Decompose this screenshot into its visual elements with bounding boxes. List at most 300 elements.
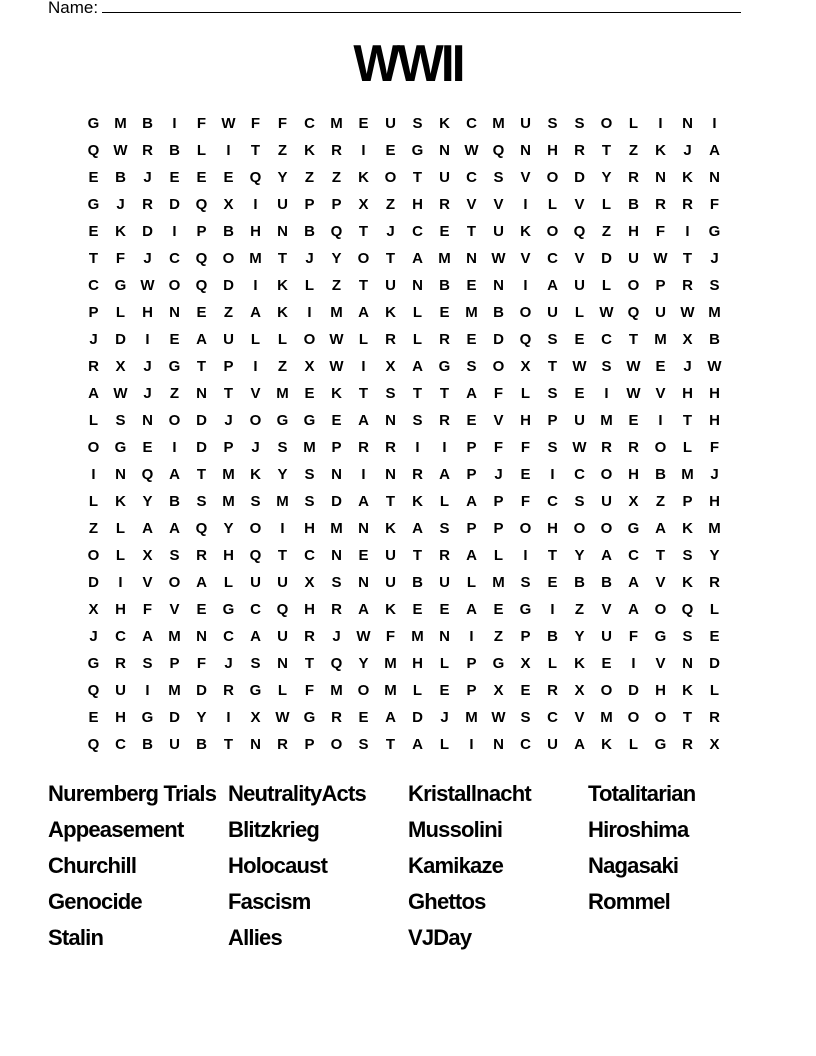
grid-letter: Q [195, 520, 208, 537]
grid-letter: Q [681, 601, 694, 618]
grid-letter: U [169, 736, 180, 753]
grid-letter: Q [249, 169, 262, 186]
grid-letter: Q [87, 682, 100, 699]
grid-letter: E [547, 574, 558, 591]
grid-letter: G [222, 601, 235, 618]
grid-letter: N [412, 277, 423, 294]
grid-letter: M [384, 655, 397, 672]
grid-letter: I [550, 601, 555, 618]
grid-letter: Z [277, 142, 288, 159]
grid-letter: I [685, 223, 690, 240]
grid-letter: E [439, 304, 450, 321]
grid-letter: B [196, 736, 207, 753]
grid-letter: R [682, 736, 693, 753]
grid-letter: Z [88, 520, 99, 537]
grid-letter: O [222, 250, 235, 267]
grid-letter: A [439, 466, 450, 483]
grid-letter: K [385, 520, 396, 537]
grid-letter: G [708, 223, 721, 240]
grid-letter: N [115, 466, 126, 483]
grid-letter: R [574, 142, 585, 159]
grid-letter: A [385, 709, 396, 726]
grid-letter: M [654, 331, 667, 348]
grid-letter: E [385, 142, 396, 159]
grid-letter: B [655, 466, 666, 483]
grid-letter: O [654, 601, 667, 618]
grid-letter: Y [277, 466, 288, 483]
grid-letter: M [384, 682, 397, 699]
grid-row [80, 731, 728, 758]
grid-letter: O [654, 439, 667, 456]
grid-letter: C [547, 250, 558, 267]
grid-letter: R [331, 142, 342, 159]
grid-letter: I [226, 142, 231, 159]
grid-letter: Q [249, 547, 262, 564]
grid-letter: D [88, 574, 99, 591]
grid-letter: S [304, 466, 315, 483]
word-list-item: Mussolini [408, 817, 503, 842]
grid-letter: L [466, 574, 477, 591]
grid-letter: L [412, 331, 423, 348]
grid-letter: S [682, 628, 693, 645]
grid-letter: S [547, 115, 558, 132]
grid-letter: T [682, 412, 693, 429]
grid-letter: V [466, 196, 477, 213]
grid-letter: B [169, 142, 180, 159]
grid-letter: J [224, 655, 233, 672]
grid-letter: I [604, 385, 609, 402]
grid-letter: U [385, 277, 396, 294]
grid-letter: S [574, 493, 585, 510]
grid-letter: S [493, 169, 504, 186]
grid-letter: S [439, 520, 450, 537]
grid-letter: J [683, 142, 692, 159]
grid-letter: M [330, 520, 343, 537]
grid-letter: S [547, 439, 558, 456]
grid-letter: D [196, 682, 207, 699]
grid-letter: I [172, 439, 177, 456]
grid-letter: H [142, 304, 153, 321]
grid-letter: C [466, 115, 477, 132]
grid-letter: U [250, 574, 261, 591]
grid-row [80, 650, 728, 677]
grid-letter: A [466, 385, 477, 402]
grid-letter: U [277, 574, 288, 591]
word-list-item: Totalitarian [588, 781, 696, 806]
grid-letter: S [250, 655, 261, 672]
grid-letter: K [520, 223, 531, 240]
grid-letter: V [493, 196, 504, 213]
grid-letter: M [330, 682, 343, 699]
grid-letter: F [709, 439, 720, 456]
grid-letter: W [113, 142, 128, 159]
grid-letter: A [412, 250, 423, 267]
grid-letter: A [547, 277, 558, 294]
grid-letter: T [196, 466, 207, 483]
grid-letter: Q [141, 466, 154, 483]
grid-letter: T [277, 250, 288, 267]
grid-letter: P [223, 439, 234, 456]
grid-letter: A [88, 385, 99, 402]
grid-letter: A [196, 574, 207, 591]
grid-letter: S [142, 655, 153, 672]
grid-letter: W [275, 709, 290, 726]
grid-letter: Y [358, 655, 369, 672]
grid-letter: D [169, 709, 180, 726]
grid-letter: P [466, 520, 477, 537]
grid-letter: E [466, 412, 477, 429]
grid-letter: F [493, 385, 504, 402]
grid-letter: K [655, 142, 666, 159]
grid-letter: J [440, 709, 449, 726]
word-list-item: Churchill [48, 853, 137, 878]
grid-letter: K [115, 493, 126, 510]
word-list-item: Hiroshima [588, 817, 689, 842]
grid-letter: Z [169, 385, 180, 402]
grid-letter: N [520, 142, 531, 159]
grid-letter: S [466, 358, 477, 375]
grid-letter: F [142, 601, 153, 618]
grid-letter: Y [574, 547, 585, 564]
grid-letter: E [520, 682, 531, 699]
grid-letter: A [601, 547, 612, 564]
grid-letter: K [250, 466, 261, 483]
grid-letter: P [169, 655, 180, 672]
grid-letter: K [682, 574, 693, 591]
grid-letter: G [492, 655, 505, 672]
grid-letter: E [439, 223, 450, 240]
grid-letter: U [223, 331, 234, 348]
grid-letter: L [115, 304, 126, 321]
grid-row [80, 596, 728, 623]
grid-letter: O [87, 439, 100, 456]
grid-letter: G [303, 709, 316, 726]
grid-letter: V [169, 601, 180, 618]
grid-letter: K [331, 385, 342, 402]
grid-letter: T [655, 547, 666, 564]
grid-letter: O [573, 520, 586, 537]
grid-letter: F [520, 439, 531, 456]
grid-letter: B [304, 223, 315, 240]
word-list-item: NeutralityActs [228, 781, 366, 806]
grid-letter: P [88, 304, 99, 321]
grid-letter: T [304, 655, 315, 672]
grid-letter: I [712, 115, 717, 132]
grid-letter: K [439, 115, 450, 132]
grid-letter: E [169, 169, 180, 186]
grid-letter: O [330, 736, 343, 753]
grid-letter: L [709, 601, 720, 618]
grid-letter: H [682, 385, 693, 402]
grid-letter: A [628, 601, 639, 618]
grid-letter: I [658, 412, 663, 429]
grid-letter: D [709, 655, 720, 672]
grid-letter: J [116, 196, 125, 213]
grid-letter: I [523, 277, 528, 294]
grid-letter: N [385, 466, 396, 483]
grid-letter: E [412, 601, 423, 618]
grid-letter: S [331, 574, 342, 591]
grid-letter: Z [601, 223, 612, 240]
grid-letter: O [168, 277, 181, 294]
grid-letter: V [574, 709, 585, 726]
grid-letter: C [628, 547, 639, 564]
grid-row [80, 380, 728, 407]
grid-letter: W [599, 304, 614, 321]
grid-letter: T [358, 385, 369, 402]
grid-letter: D [601, 250, 612, 267]
grid-row [80, 461, 728, 488]
grid-letter: A [358, 412, 369, 429]
grid-letter: R [547, 682, 558, 699]
grid-letter: D [115, 331, 126, 348]
word-list-item: Ghettos [408, 889, 486, 914]
grid-letter: E [358, 709, 369, 726]
grid-letter: F [196, 655, 207, 672]
grid-letter: Z [655, 493, 666, 510]
grid-row [80, 326, 728, 353]
grid-letter: V [574, 196, 585, 213]
word-list-item: Allies [228, 925, 282, 950]
grid-letter: E [439, 601, 450, 618]
grid-letter: A [628, 574, 639, 591]
grid-letter: D [331, 493, 342, 510]
grid-letter: X [520, 358, 531, 375]
grid-letter: F [655, 223, 666, 240]
grid-letter: L [601, 277, 612, 294]
grid-letter: C [547, 493, 558, 510]
grid-letter: A [358, 304, 369, 321]
grid-letter: G [276, 412, 289, 429]
grid-letter: G [87, 196, 100, 213]
grid-letter: S [682, 547, 693, 564]
grid-row [80, 110, 728, 137]
grid-letter: P [547, 412, 558, 429]
grid-letter: R [439, 547, 450, 564]
grid-letter: E [358, 115, 369, 132]
grid-letter: L [277, 682, 288, 699]
grid-letter: S [601, 358, 612, 375]
grid-letter: O [519, 520, 532, 537]
grid-letter: B [493, 304, 504, 321]
grid-letter: O [600, 115, 613, 132]
grid-letter: N [196, 628, 207, 645]
grid-letter: S [520, 709, 531, 726]
grid-letter: E [466, 277, 477, 294]
grid-letter: Z [628, 142, 639, 159]
grid-letter: B [142, 115, 153, 132]
grid-letter: T [412, 169, 423, 186]
grid-letter: C [88, 277, 99, 294]
grid-letter: K [574, 655, 585, 672]
grid-letter: A [412, 736, 423, 753]
grid-letter: G [87, 115, 100, 132]
grid-letter: K [412, 493, 423, 510]
grid-letter: E [709, 628, 720, 645]
grid-letter: O [600, 520, 613, 537]
grid-letter: M [114, 115, 127, 132]
grid-letter: M [411, 628, 424, 645]
grid-letter: I [469, 628, 474, 645]
grid-letter: Q [195, 196, 208, 213]
grid-letter: N [358, 520, 369, 537]
word-list-item: Fascism [228, 889, 311, 914]
word-list-item: Rommel [588, 889, 670, 914]
grid-letter: R [628, 439, 639, 456]
grid-letter: E [88, 223, 99, 240]
word-list-item: Genocide [48, 889, 142, 914]
grid-letter: L [304, 277, 315, 294]
grid-letter: B [574, 574, 585, 591]
grid-letter: H [709, 412, 720, 429]
grid-letter: Q [573, 223, 586, 240]
grid-letter: C [223, 628, 234, 645]
grid-letter: U [601, 628, 612, 645]
grid-letter: S [358, 736, 369, 753]
grid-letter: S [304, 493, 315, 510]
grid-letter: A [169, 466, 180, 483]
grid-letter: L [520, 385, 531, 402]
grid-letter: K [115, 223, 126, 240]
grid-row [80, 299, 728, 326]
grid-letter: G [87, 655, 100, 672]
grid-letter: T [682, 250, 693, 267]
grid-letter: S [250, 493, 261, 510]
grid-letter: G [303, 412, 316, 429]
grid-letter: T [439, 385, 450, 402]
grid-letter: N [493, 277, 504, 294]
grid-letter: I [550, 466, 555, 483]
grid-letter: N [466, 250, 477, 267]
grid-letter: T [196, 358, 207, 375]
grid-letter: O [546, 169, 559, 186]
grid-letter: I [172, 115, 177, 132]
grid-letter: X [115, 358, 126, 375]
grid-letter: O [654, 709, 667, 726]
grid-letter: C [520, 736, 531, 753]
grid-letter: M [276, 385, 289, 402]
grid-letter: A [196, 331, 207, 348]
grid-letter: H [223, 547, 234, 564]
grid-letter: R [601, 439, 612, 456]
grid-row [80, 218, 728, 245]
grid-letter: N [196, 385, 207, 402]
word-list-item: VJDay [408, 925, 472, 950]
grid-letter: L [682, 439, 693, 456]
grid-letter: M [465, 709, 478, 726]
grid-letter: S [709, 277, 720, 294]
grid-letter: O [519, 304, 532, 321]
grid-letter: Q [330, 655, 343, 672]
grid-row [80, 353, 728, 380]
grid-letter: C [115, 736, 126, 753]
grid-letter: F [628, 628, 639, 645]
name-label: Name: [48, 0, 99, 17]
grid-letter: A [412, 520, 423, 537]
grid-letter: O [627, 709, 640, 726]
grid-letter: C [304, 547, 315, 564]
grid-letter: N [385, 412, 396, 429]
grid-letter: S [196, 493, 207, 510]
grid-letter: S [169, 547, 180, 564]
grid-letter: W [356, 628, 371, 645]
grid-letter: C [115, 628, 126, 645]
grid-letter: L [709, 682, 720, 699]
grid-letter: X [493, 682, 504, 699]
grid-letter: S [115, 412, 126, 429]
grid-letter: S [574, 115, 585, 132]
grid-letter: P [304, 196, 315, 213]
grid-letter: X [628, 493, 639, 510]
grid-letter: N [277, 223, 288, 240]
grid-letter: R [331, 601, 342, 618]
grid-letter: O [249, 520, 262, 537]
grid-letter: P [493, 493, 504, 510]
grid-letter: N [250, 736, 261, 753]
grid-letter: M [276, 493, 289, 510]
grid-letter: S [547, 331, 558, 348]
grid-letter: W [221, 115, 236, 132]
grid-letter: U [547, 736, 558, 753]
grid-letter: K [358, 169, 369, 186]
grid-letter: D [142, 223, 153, 240]
grid-letter: E [466, 331, 477, 348]
grid-letter: V [574, 250, 585, 267]
grid-letter: H [304, 601, 315, 618]
grid-letter: I [145, 331, 150, 348]
grid-letter: Z [493, 628, 504, 645]
grid-letter: Y [331, 250, 342, 267]
grid-letter: E [520, 466, 531, 483]
grid-letter: M [168, 682, 181, 699]
grid-letter: H [547, 142, 558, 159]
grid-letter: Y [196, 709, 207, 726]
grid-letter: O [357, 250, 370, 267]
grid-letter: A [358, 601, 369, 618]
grid-letter: K [682, 520, 693, 537]
grid-letter: I [118, 574, 123, 591]
grid-letter: E [331, 412, 342, 429]
grid-row [80, 623, 728, 650]
word-list-item: Kamikaze [408, 853, 504, 878]
grid-letter: D [493, 331, 504, 348]
grid-letter: U [574, 277, 585, 294]
grid-letter: W [707, 358, 722, 375]
grid-letter: J [386, 223, 395, 240]
grid-letter: G [438, 358, 451, 375]
grid-letter: Q [492, 142, 505, 159]
grid-letter: L [547, 655, 558, 672]
grid-letter: R [628, 169, 639, 186]
grid-letter: X [223, 196, 234, 213]
grid-letter: T [412, 385, 423, 402]
grid-letter: E [196, 601, 207, 618]
grid-letter: O [249, 412, 262, 429]
grid-letter: M [492, 115, 505, 132]
grid-letter: A [466, 601, 477, 618]
grid-letter: X [88, 601, 99, 618]
grid-letter: L [493, 547, 504, 564]
grid-letter: K [385, 601, 396, 618]
grid-letter: L [628, 115, 639, 132]
grid-letter: C [574, 466, 585, 483]
grid-letter: U [277, 196, 288, 213]
grid-letter: J [710, 250, 719, 267]
grid-letter: S [412, 412, 423, 429]
grid-letter: Z [304, 169, 315, 186]
grid-letter: U [574, 412, 585, 429]
grid-letter: A [250, 628, 261, 645]
